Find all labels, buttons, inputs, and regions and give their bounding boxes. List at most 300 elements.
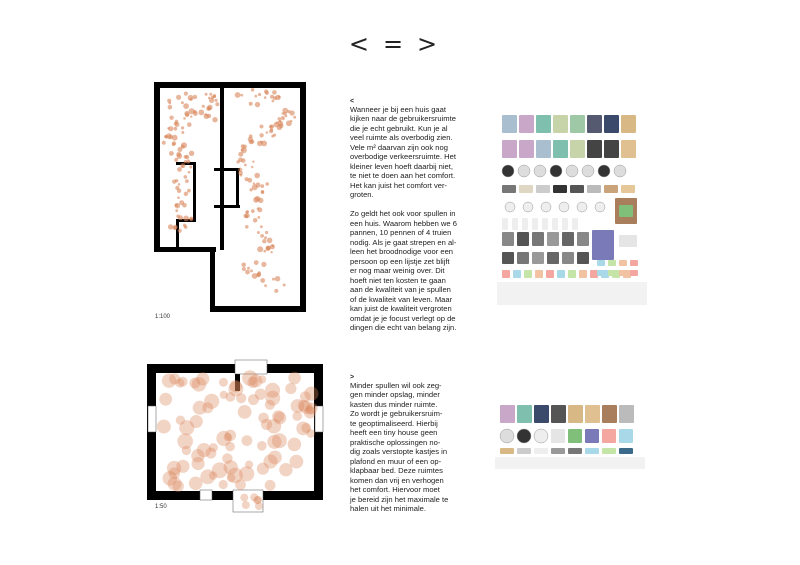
section1-marker: < [350,97,355,105]
usage-dot [286,120,292,126]
usage-dot [169,116,173,120]
usage-dot [272,90,277,95]
usage-dot [259,133,263,137]
usage-dot [253,496,261,504]
item-icon [519,185,533,193]
usage-dot [172,141,176,145]
usage-dot [272,410,284,422]
usage-dot [242,267,246,271]
usage-dot [183,117,186,120]
usage-dot [269,125,273,129]
item-icon [562,252,574,264]
item-icon [602,405,617,423]
usage-dot [197,443,211,457]
section2-paragraph [350,364,460,514]
item-icon [619,405,634,423]
usage-dot [287,110,290,113]
item-icon [619,270,627,276]
item-icon [500,405,515,423]
usage-dot [252,273,258,279]
item-icon [630,260,638,266]
item-icon [619,205,633,217]
usage-dot [189,151,194,156]
usage-dot [249,102,253,106]
usage-dot [162,141,166,145]
item-icon [523,202,533,212]
item-icon [562,232,574,246]
item-icon [602,448,616,454]
usage-dot [215,102,219,106]
item-icon [587,115,602,133]
usage-dot [245,225,249,229]
item-icon [566,165,578,177]
item-icon [621,115,636,133]
item-icon [519,115,534,133]
usage-dot [252,161,254,163]
item-icon [577,202,587,212]
item-icon [557,270,565,278]
item-icon [550,165,562,177]
floor-plan-small [145,356,325,516]
usage-dot [184,155,188,159]
usage-dot [271,244,274,247]
item-icon [547,232,559,246]
usage-dot [268,451,282,465]
item-icon [630,270,638,276]
item-icon [621,140,636,158]
item-icon [614,165,626,177]
item-icon [579,270,587,278]
usage-dot [267,238,273,244]
usage-dot [279,123,284,128]
usage-dot [169,151,174,156]
usage-dot [236,160,239,163]
item-icon [542,218,548,230]
usage-dot [227,473,236,482]
usage-dot [208,97,211,100]
item-icon [619,429,633,443]
usage-dot [261,262,266,267]
item-icon [551,448,565,454]
title-less-than: < [348,30,383,58]
item-icon [602,429,616,443]
item-icon [518,165,530,177]
usage-dot [184,160,187,163]
usage-dot [157,420,171,434]
usage-dot [181,126,184,129]
usage-dot [245,177,249,181]
item-icon [553,185,567,193]
usage-dot [272,278,275,281]
usage-dot [205,93,208,96]
item-icon [585,405,600,423]
usage-dot [264,96,267,99]
item-icon [551,429,565,443]
usage-dot [263,250,266,253]
usage-dot [290,455,304,469]
usage-dot [267,246,270,249]
usage-dot [252,184,258,190]
usage-dot [254,173,260,179]
usage-dot [228,381,243,396]
usage-dot [176,95,181,100]
usage-dot [278,117,282,121]
item-icon [541,202,551,212]
item-icon [621,185,635,193]
item-icon [568,448,582,454]
item-icon [562,218,568,230]
usage-dot [235,92,241,98]
usage-dot [183,103,189,109]
item-icon [595,202,605,212]
usage-dot [257,246,263,252]
usage-dot [245,215,248,218]
usage-dot [251,209,255,213]
usage-dot [177,196,180,199]
item-icon [517,232,529,246]
usage-dot [264,284,267,287]
usage-dot [193,95,197,99]
usage-dot [258,375,266,383]
usage-dot [292,411,302,421]
item-icon [500,448,514,454]
usage-dot [174,158,178,162]
usage-dot [255,102,260,107]
usage-dot [178,229,182,233]
item-icon [546,270,554,278]
section1-paragraph [350,88,460,333]
item-icon [568,405,583,423]
item-icon [517,252,529,264]
item-icon [592,230,614,260]
usage-dot [254,95,257,98]
item-icon [572,218,578,230]
usage-dot [207,114,211,118]
usage-dot [175,186,179,190]
usage-dot [181,101,184,104]
items-grid-large [497,110,647,305]
usage-dot [181,165,183,167]
usage-dot [169,373,180,384]
item-icon [534,448,548,454]
usage-dot [260,234,264,238]
usage-dot [185,179,189,183]
title-greater-than: > [417,30,452,58]
item-icon [534,165,546,177]
usage-dot [175,203,178,206]
usage-dot [257,141,263,147]
usage-dot [265,231,268,234]
item-icon [524,270,532,278]
item-icon [587,140,602,158]
usage-dot [242,435,253,446]
usage-dot [274,289,278,293]
item-icon [553,140,568,158]
usage-dot [167,127,169,129]
usage-dot [265,182,269,186]
item-icon [536,185,550,193]
item-icon [585,448,599,454]
usage-dot [304,387,318,401]
item-icon [597,260,605,266]
usage-dot [281,116,285,120]
usage-dot [253,218,258,223]
usage-dot [181,131,184,134]
usage-dot [212,117,217,122]
item-icon [532,218,538,230]
item-icon [598,165,610,177]
item-icon [551,405,566,423]
usage-dot [272,100,275,103]
usage-dot [181,142,187,148]
usage-dot [241,263,246,268]
item-icon [534,405,549,423]
usage-dot [240,494,248,502]
usage-dot [178,215,183,220]
item-icon [559,202,569,212]
section2-marker: > [350,373,355,381]
usage-dot [184,111,189,116]
usage-dot [265,480,276,491]
usage-dot [255,196,260,201]
usage-dot [172,180,176,184]
usage-dot [173,127,177,131]
items-grid-small [495,402,645,470]
usage-dot [260,225,263,228]
item-icon [547,252,559,264]
usage-dot [247,267,250,270]
usage-dot [219,480,228,489]
usage-dot [257,207,260,210]
item-icon [604,140,619,158]
usage-dot [238,168,242,172]
usage-dot [245,270,250,275]
item-icon [536,115,551,133]
usage-dot [188,171,191,174]
item-icon [536,140,551,158]
usage-dot [183,216,189,222]
item-icon [532,232,544,246]
usage-dot [254,260,259,265]
item-icon [502,232,514,246]
usage-dot [266,131,269,134]
usage-dot [177,147,182,152]
usage-dot [189,166,192,169]
usage-dot [177,167,182,172]
usage-dot [261,191,265,195]
usage-dot [182,203,187,208]
usage-dot [176,460,189,473]
usage-dot [178,183,181,186]
usage-dot [182,446,191,455]
section1-text2: Zo geldt het ook voor spullen in een huis. Waarom hebben we 6 pannen, 10 pennen of 4 truien nodig. Als je gaat strepen en al- leen het broodnodige voor een persoon op een lijstje zet blijft er nog maar weinig over. Dit hoeft niet ten kosten te gaan aan de kwaliteit van je spullen of de kwaliteit van leven. Maar kan juist de kwaliteit vergroten omdat je je focust verlegt op de dingen die echt van belang zijn. [350,209,457,332]
item-icon [585,429,599,443]
item-icon [519,140,534,158]
usage-dot [258,93,261,96]
item-icon [568,429,582,443]
usage-dot [225,430,236,441]
plan-small-dots [157,370,319,510]
usage-dot [240,94,243,97]
item-icon [568,270,576,278]
usage-dot [285,383,296,394]
item-icon [502,218,508,230]
section1-text1: Wanneer je bij een huis gaat kijken naar de gebruikersruimte die je echt gebruikt. Kun je al veel ruimte als overbodig zien. Vele m² daarvan zijn ook nog overbodige verkeersruimte. Het kleiner leven hoeft daarbij niet, te niet te doen aan het comfort. Het kan juist het comfort ver- groten. [350,104,456,199]
usage-dot [242,370,258,386]
usage-dot [244,164,247,167]
item-icon [619,260,627,266]
item-icon [517,448,531,454]
usage-dot [240,174,243,177]
usage-dot [246,210,249,213]
usage-dot [209,93,212,96]
item-icon [502,185,516,193]
item-icon [502,270,510,278]
item-icon [553,115,568,133]
usage-dot [270,251,272,253]
usage-dot [274,122,279,127]
usage-dot [211,96,214,99]
usage-dot [288,438,302,452]
floor-plan-large [150,82,310,312]
usage-dot [200,469,215,484]
usage-dot [184,92,188,96]
usage-dot [250,269,253,272]
usage-dot [267,435,281,449]
item-icon [517,405,532,423]
item-icon [604,115,619,133]
item-icon [619,235,637,247]
item-icon [552,218,558,230]
usage-dot [184,175,188,179]
item-icon [587,185,601,193]
usage-dot [265,91,269,95]
usage-dot [261,419,272,430]
usage-dot [293,116,296,119]
scale-label-small: 1:50 [155,504,167,510]
usage-dot [275,95,280,100]
item-icon [500,429,514,443]
item-icon [570,115,585,133]
usage-dot [189,217,193,221]
usage-dot [275,276,280,281]
item-icon [512,218,518,230]
usage-dot [260,278,265,283]
usage-dot [251,88,255,92]
item-icon [502,140,517,158]
usage-dot [159,393,172,406]
usage-dot [173,226,177,230]
usage-dot [260,125,264,129]
usage-dot [198,110,204,116]
item-icon [502,252,514,264]
item-icon [577,232,589,246]
reflection [495,457,645,469]
usage-dot [262,239,266,243]
item-icon [570,140,585,158]
item-icon [517,429,531,443]
usage-dot [187,189,191,193]
item-icon [532,252,544,264]
page-title [330,30,470,58]
usage-dot [257,441,267,451]
item-icon [577,252,589,264]
usage-dot [215,99,218,102]
usage-dot [242,501,250,509]
usage-dot [283,112,287,116]
usage-dot [208,107,211,110]
item-icon [534,429,548,443]
item-icon [619,448,633,454]
usage-dot [301,423,311,433]
usage-dot [179,420,194,435]
item-icon [597,270,605,276]
usage-dot [273,134,276,137]
usage-dot [288,372,301,385]
usage-dot [175,209,178,212]
item-icon [582,165,594,177]
usage-dot [192,457,205,470]
section2-text1: Minder spullen wil ook zeg- gen minder opslag, minder kasten dus minder ruimte. Zo wordt je gebruikersruim- te geoptimaliseerd. Hierbij heeft een tiny house geen praktische oplossingen no- dig zoals verstopte kastjes in plafond en muur of een op- klapbaar bed. Deze ruimtes komen dan vrij en verhogen het comfort. Hiervoor moet je bereid zijn het maximale te halen uit het minimale. [350,380,449,513]
usage-dot [168,135,173,140]
usage-dot [193,401,207,415]
item-icon [604,185,618,193]
usage-dot [257,216,260,219]
usage-dot [241,158,246,163]
usage-dot [168,105,173,110]
item-icon [608,260,616,266]
item-icon [522,218,528,230]
usage-dot [260,184,264,188]
usage-dot [177,153,183,159]
item-icon [570,185,584,193]
usage-dot [184,225,188,229]
usage-dot [249,140,254,145]
usage-dot [184,192,188,196]
usage-dot [189,477,203,491]
item-icon [608,270,616,276]
usage-dot [188,95,194,101]
item-icon [590,270,598,278]
usage-dot [255,389,266,400]
title-equals: = [382,30,418,58]
item-icon [502,115,517,133]
usage-dot [173,481,184,492]
usage-dot [270,128,273,131]
usage-dot [190,115,192,117]
usage-dot [265,391,280,406]
usage-dot [224,460,238,474]
item-icon [505,202,515,212]
usage-dot [264,236,267,239]
usage-dot [168,224,173,229]
usage-dot [239,466,254,481]
usage-dot [238,405,252,419]
item-icon [513,270,521,278]
usage-dot [187,122,192,127]
usage-dot [283,284,286,287]
usage-dot [251,166,253,168]
usage-dot [174,122,178,126]
usage-dot [167,99,171,103]
plan-user-dots [162,88,296,293]
usage-dot [219,378,228,387]
item-icon [535,270,543,278]
usage-dot [238,152,243,157]
usage-dot [164,135,167,138]
scale-label-large: 1:100 [155,314,171,320]
usage-dot [196,372,209,385]
